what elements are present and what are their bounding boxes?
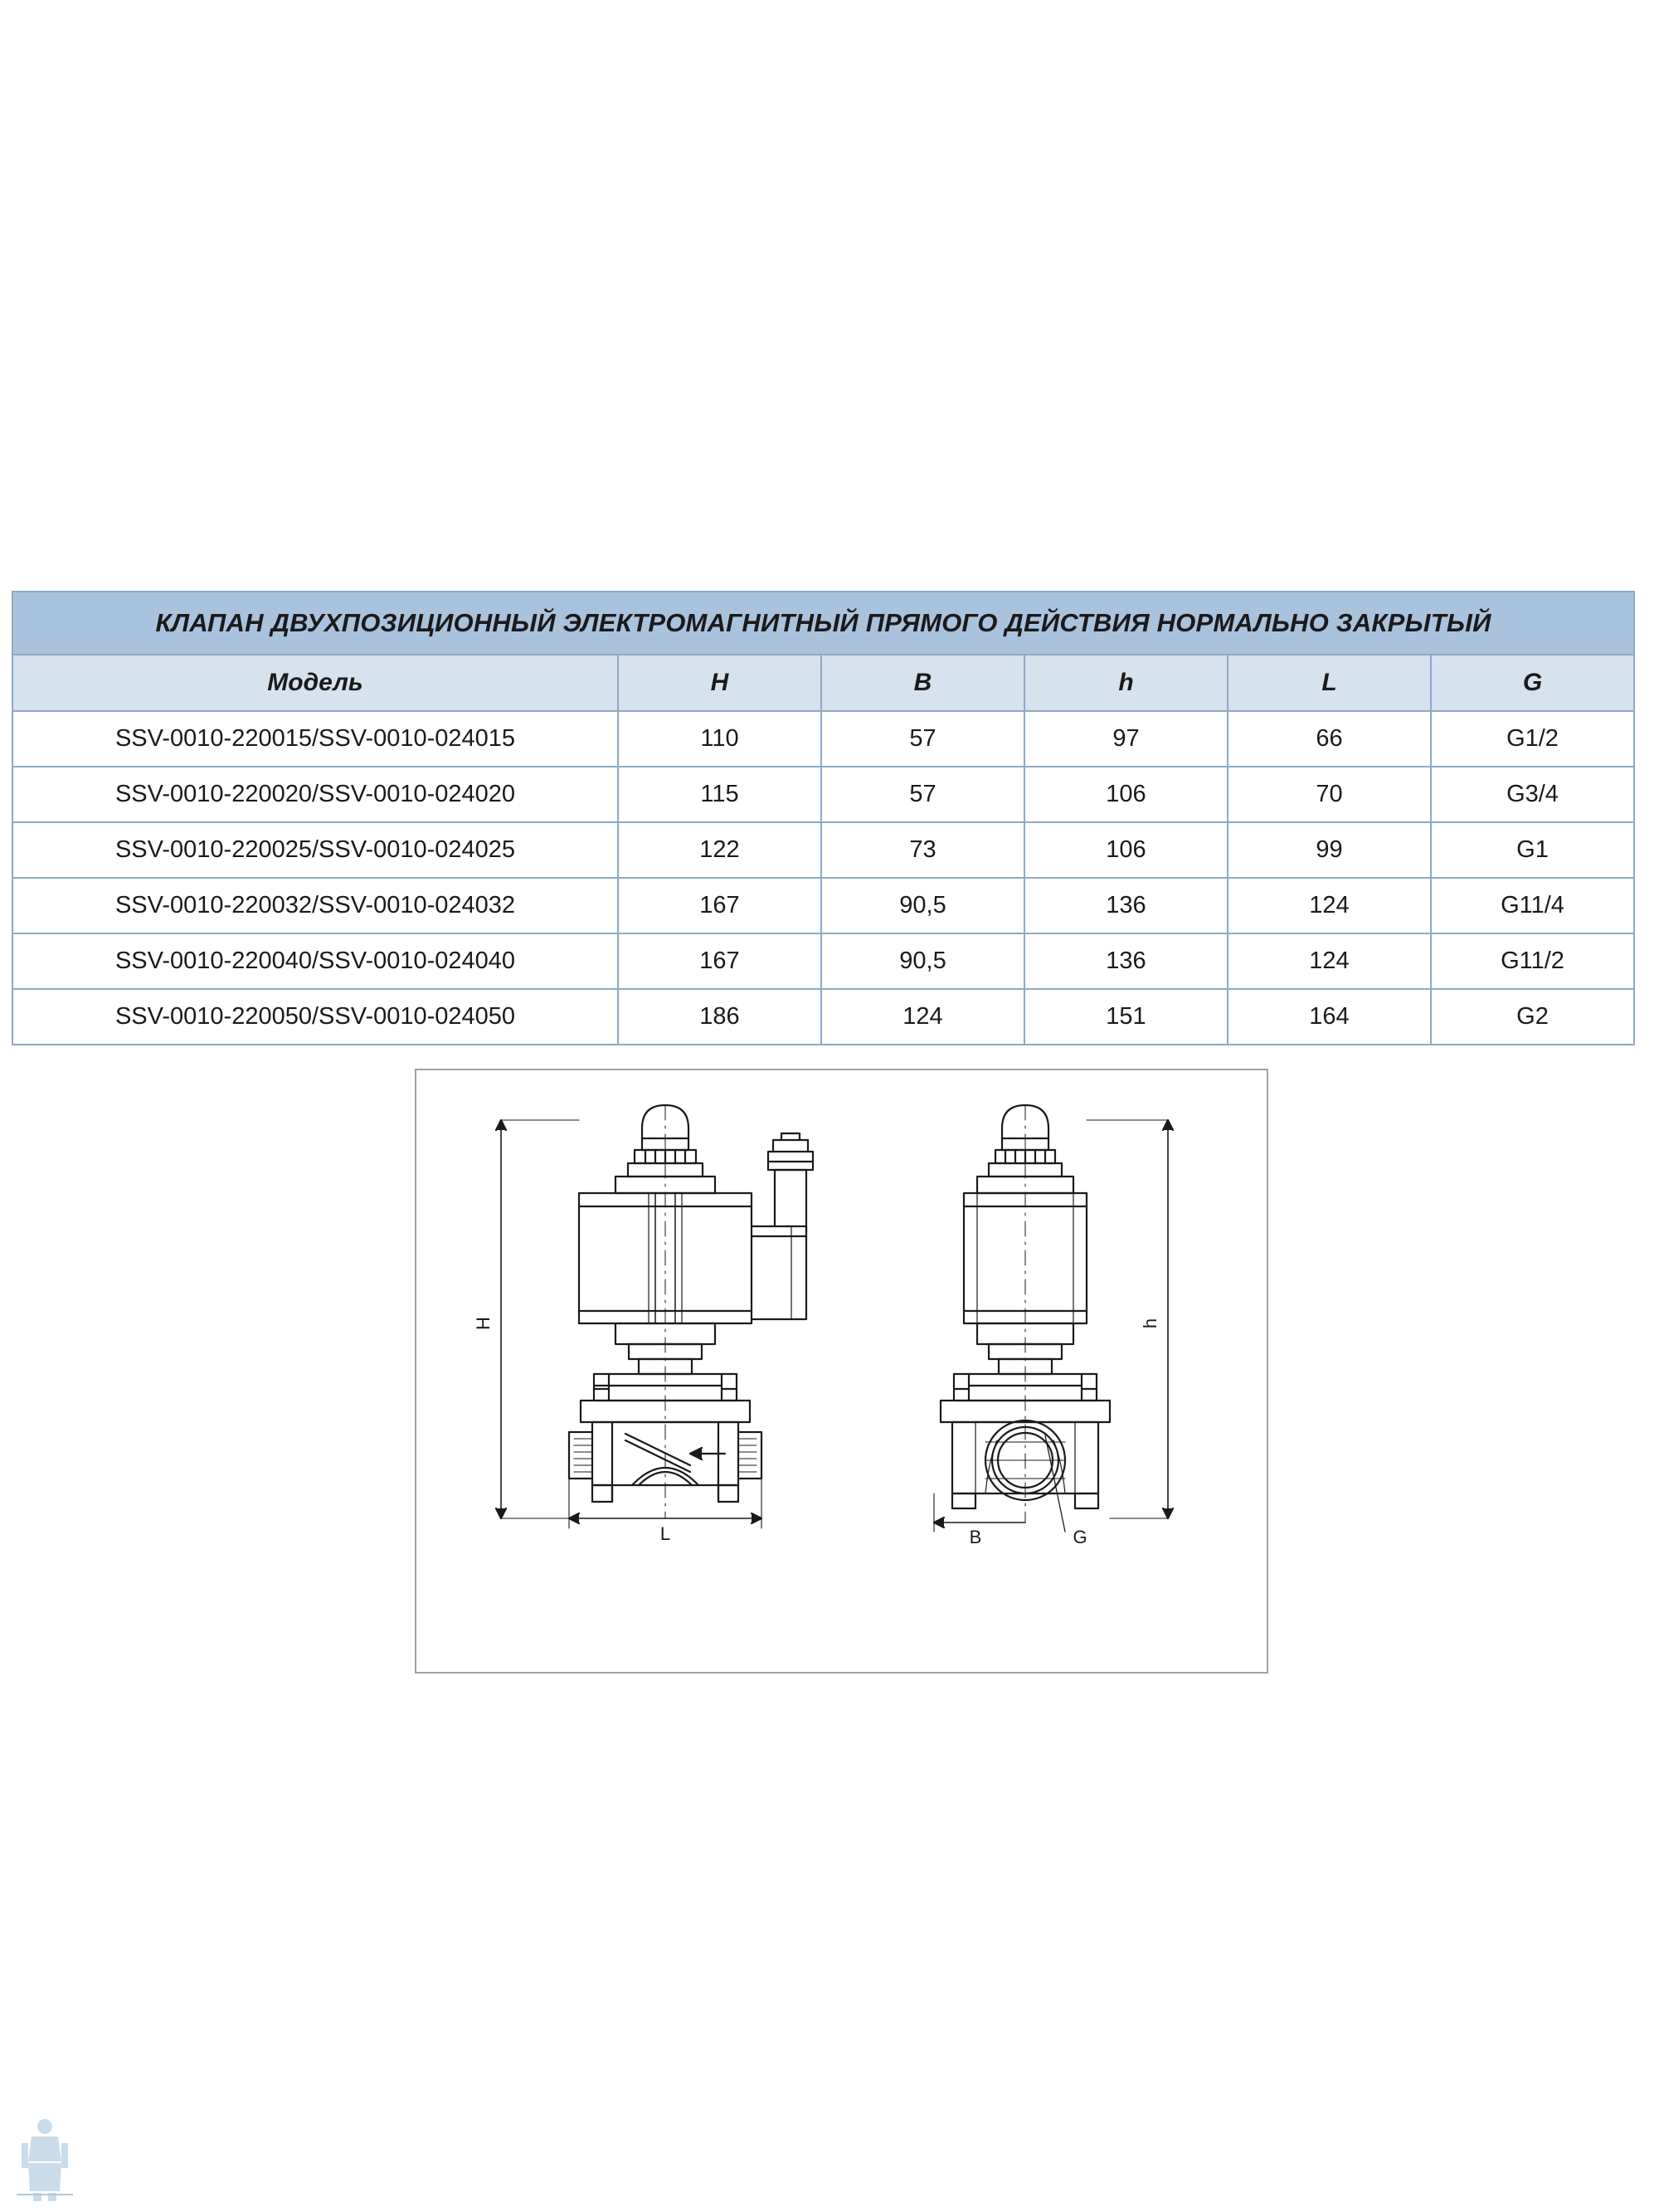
cell-h: 136 [1024, 878, 1228, 933]
column-header-B: B [821, 655, 1024, 711]
specification-table [12, 591, 1635, 1045]
cell-B: 124 [821, 989, 1024, 1045]
cell-H: 167 [618, 933, 821, 989]
cell-model: SSV-0010-220050/SSV-0010-024050 [12, 989, 618, 1045]
cell-G: G11/2 [1431, 933, 1634, 989]
dimension-label-h: h [1140, 1318, 1160, 1329]
dimension-label-G: G [1073, 1527, 1087, 1547]
cell-G: G2 [1431, 989, 1634, 1045]
column-header-model: Модель [12, 655, 618, 711]
cell-h: 106 [1024, 767, 1228, 822]
cell-L: 99 [1228, 822, 1431, 878]
cell-h: 136 [1024, 933, 1228, 989]
cell-G: G1 [1431, 822, 1634, 878]
column-header-H: H [618, 655, 821, 711]
table-title: КЛАПАН ДВУХПОЗИЦИОННЫЙ ЭЛЕКТРОМАГНИТНЫЙ ПРЯМОГО ДЕЙСТВИЯ НОРМАЛЬНО ЗАКРЫТЫЙ [12, 592, 1634, 655]
cell-h: 97 [1024, 711, 1228, 767]
column-header-G: G [1431, 655, 1634, 711]
cell-L: 70 [1228, 767, 1431, 822]
cell-L: 164 [1228, 989, 1431, 1045]
cell-h: 106 [1024, 822, 1228, 878]
column-header-h: h [1024, 655, 1228, 711]
cell-L: 66 [1228, 711, 1431, 767]
cell-G: G1/2 [1431, 711, 1634, 767]
cell-B: 90,5 [821, 933, 1024, 989]
cell-model: SSV-0010-220020/SSV-0010-024020 [12, 767, 618, 822]
column-header-L: L [1228, 655, 1431, 711]
table-row [12, 933, 1634, 989]
cell-B: 90,5 [821, 878, 1024, 933]
cell-H: 122 [618, 822, 821, 878]
cell-B: 57 [821, 711, 1024, 767]
technical-drawing-panel [415, 1069, 1268, 1674]
dimension-label-B: B [969, 1527, 982, 1547]
cell-H: 167 [618, 878, 821, 933]
cell-H: 186 [618, 989, 821, 1045]
table-row [12, 822, 1634, 878]
table-header-row [12, 655, 1634, 711]
dimension-label-H: H [473, 1317, 494, 1330]
cell-model: SSV-0010-220015/SSV-0010-024015 [12, 711, 618, 767]
table-row [12, 989, 1634, 1045]
table-row [12, 878, 1634, 933]
cell-h: 151 [1024, 989, 1228, 1045]
cell-model: SSV-0010-220025/SSV-0010-024025 [12, 822, 618, 878]
watermark-logo [8, 2115, 81, 2202]
cell-model: SSV-0010-220040/SSV-0010-024040 [12, 933, 618, 989]
cell-model: SSV-0010-220032/SSV-0010-024032 [12, 878, 618, 933]
cell-H: 115 [618, 767, 821, 822]
cell-G: G11/4 [1431, 878, 1634, 933]
cell-L: 124 [1228, 933, 1431, 989]
cell-H: 110 [618, 711, 821, 767]
specification-table-container [12, 591, 1634, 1045]
table-title-row [12, 592, 1634, 655]
solenoid-valve-drawing [416, 1070, 1263, 1669]
cell-L: 124 [1228, 878, 1431, 933]
table-row [12, 711, 1634, 767]
cell-G: G3/4 [1431, 767, 1634, 822]
cell-B: 57 [821, 767, 1024, 822]
dimension-label-L: L [659, 1523, 671, 1544]
cell-B: 73 [821, 822, 1024, 878]
table-row [12, 767, 1634, 822]
